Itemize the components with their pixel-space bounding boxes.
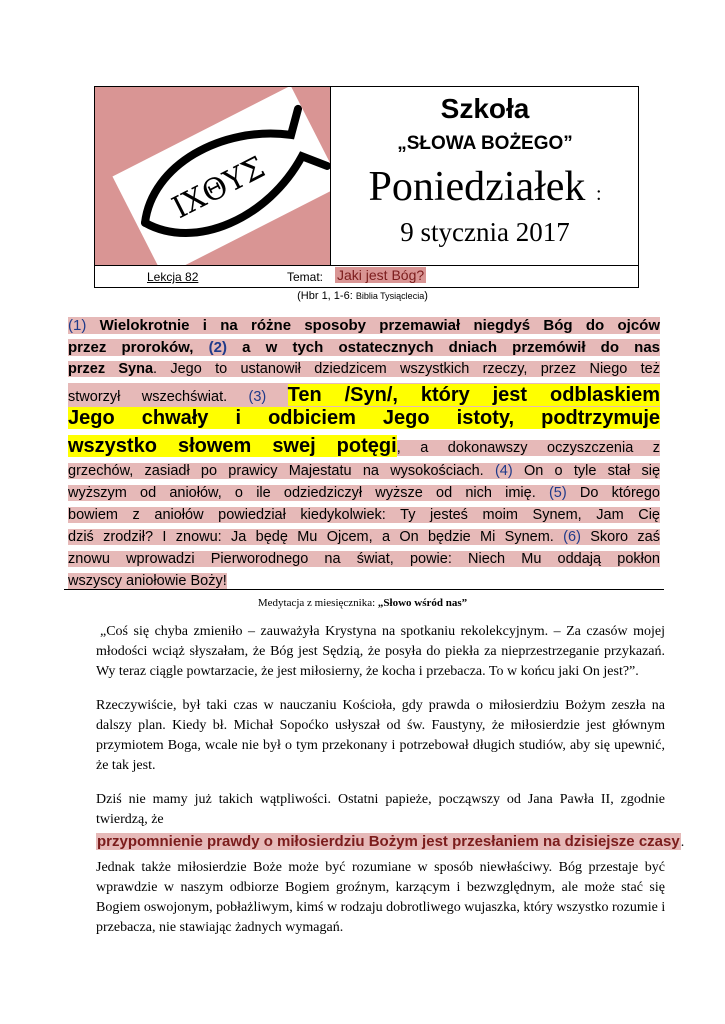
verse-line: bowiem z aniołów powiedział kiedykolwiek: Ty jesteś moim Synem, Jam Cię bbox=[68, 507, 660, 523]
meditation-paragraph-4: Jednak także miłosierdzie Boże może być rozumiane w sposób niewłaściwy. Bóg przestaje być wprawdzie w naszym odbiorze Bogiem groźnym, karzącym i bezwzględnym, ale może stać się Bogiem oswojonym, pobłażliwym, kimś w rodzaju dobrotliwego wujaszka, który wszystko rozumie i przebacza, nie stawiając żadnych wymagań. bbox=[96, 860, 666, 935]
verse-line: przez Syna. Jego to ustanowił dziedzicem wszystkich rzeczy, przez Niego też bbox=[68, 361, 660, 377]
verse-line: dziś zrodził? I znowu: Ja będę Mu Ojcem, a On będzie Mi Synem. (6) Skoro zaś bbox=[68, 529, 661, 545]
verse-line: Jego chwały i odbiciem Jego istoty, podtrzymuje bbox=[68, 407, 660, 429]
day-of-week: Poniedziałek : bbox=[368, 164, 602, 210]
topic-value: Jaki jest Bóg? bbox=[337, 267, 425, 283]
school-subtitle: „SŁOWA BOŻEGO” bbox=[397, 133, 573, 154]
meditation-paragraph-3: Dziś nie mamy już takich wątpliwości. Ostatni papieże, począwszy od Jana Pawła II, zgodnie twierdzą, że przypomnienie prawdy o miłosierdziu Bożym jest przesłaniem na dzisiejsze czasy. bbox=[96, 790, 665, 853]
title-panel bbox=[331, 87, 639, 265]
header-box bbox=[94, 86, 639, 288]
verse-line: stworzył wszechświat. (3) Ten /Syn/, który jest odblaskiem bbox=[68, 383, 660, 409]
verse-line: grzechów, zasiadł po prawicy Majestatu na wysokościach. (4) On o tyle stał się bbox=[68, 463, 661, 479]
ichthys-fish-icon bbox=[112, 87, 331, 265]
school-title: Szkoła bbox=[440, 93, 530, 124]
highlighted-sentence: przypomnienie prawdy o miłosierdziu Bożym jest przesłaniem na dzisiejsze czasy. bbox=[97, 833, 685, 850]
scripture-passage bbox=[64, 313, 664, 590]
meditation-paragraph-2: Rzeczywiście, był taki czas w nauczaniu Kościoła, gdy prawda o miłosierdziu Bożym zeszła na dalszy plan. Kiedy bł. Michał Sopoćko usłyszał od św. Faustyny, że miłosierdzie jest głównym przymiotem Boga, wcale nie był o tym przekonany i potrzebował długich studiów, aby się upewnić, że tak jest. bbox=[96, 698, 665, 773]
verse-line: (1) Wielokrotnie i na różne sposoby przemawiał niegdyś Bóg do ojców bbox=[68, 317, 660, 334]
bible-reference: (Hbr 1, 1-6: Biblia Tysiąclecia) bbox=[297, 290, 428, 302]
topic-label: Temat: bbox=[287, 270, 324, 284]
verse-line: wszyscy aniołowie Boży! bbox=[68, 573, 227, 589]
verse-line: wyższym od aniołów, o ile odziedziczył wyższe od nich imię. (5) Do którego bbox=[68, 485, 660, 501]
ichthys-logo-card bbox=[112, 87, 331, 265]
meditation-paragraph-1: „Coś się chyba zmieniło – zauważyła Krystyna na spotkaniu rekolekcyjnym. – Za czasów mojej młodości wciąż słyszałam, że Bóg jest Sędzią, że posyła do piekła za nieprzestrzeganie przykazań. Wy teraz ciągle powtarzacie, że jest miłosierny, że kocha i przebacza. To w końcu jaki On jest?”. bbox=[96, 624, 665, 679]
verse-line: wszystko słowem swej potęgi, a dokonawszy oczyszczenia z bbox=[68, 435, 660, 457]
ichthys-logo-panel bbox=[95, 87, 331, 265]
ichthys-logo-text: ΙΧΘΥΣ bbox=[166, 150, 271, 227]
date: 9 stycznia 2017 bbox=[400, 217, 570, 247]
verse-line: przez proroków, (2) a w tych ostatecznych dniach przemówił do nas bbox=[68, 339, 660, 356]
lesson-number: Lekcja 82 bbox=[147, 270, 199, 284]
verse-line: znowu wprowadzi Pierworodnego na świat, powie: Niech Mu oddają pokłon bbox=[68, 551, 660, 567]
meditation-caption: Medytacja z miesięcznika: „Słowo wśród nas” bbox=[257, 597, 468, 609]
lesson-row bbox=[95, 265, 638, 288]
